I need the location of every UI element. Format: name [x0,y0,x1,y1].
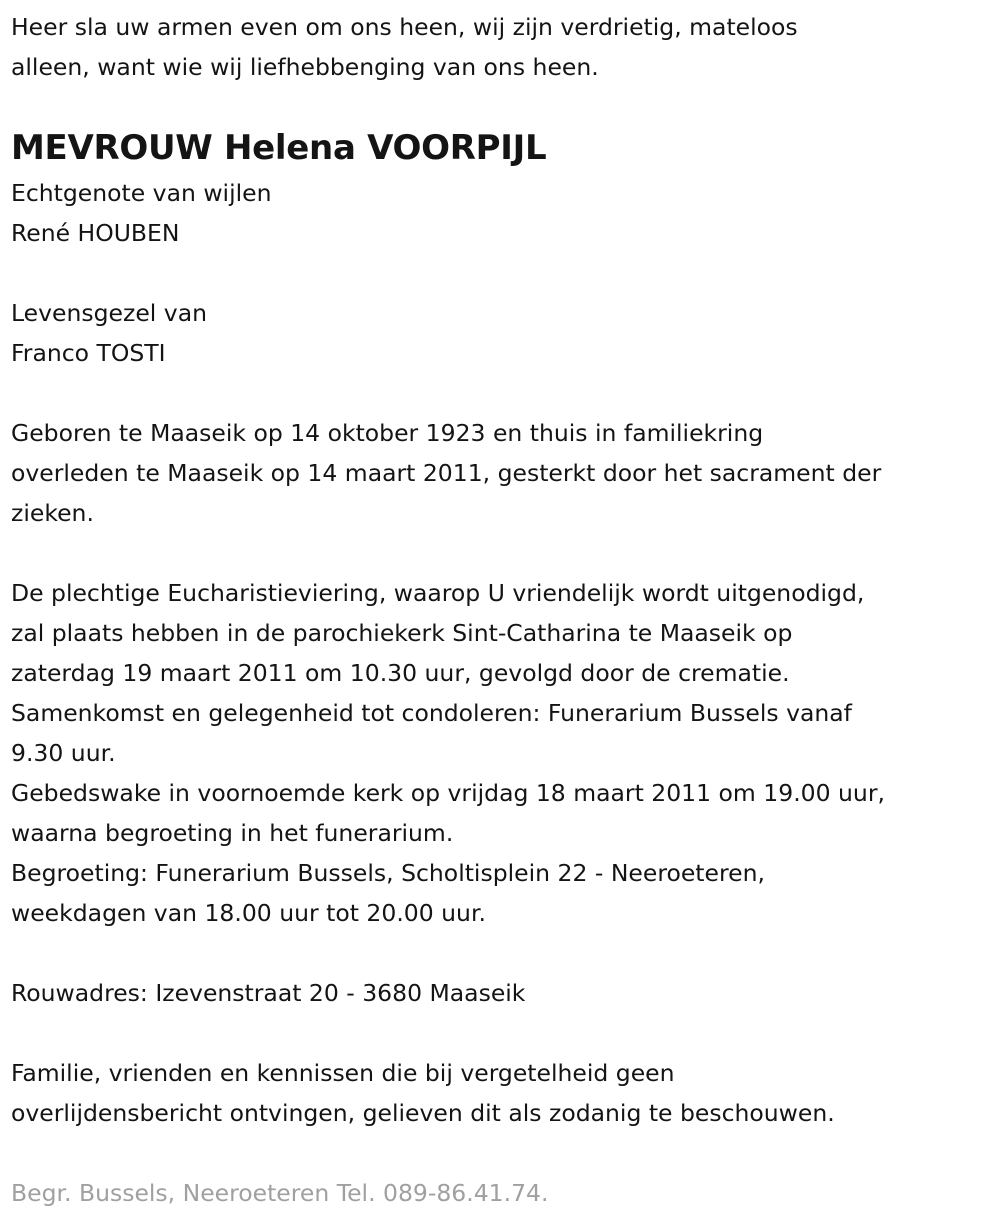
deceased-name-heading: MEVROUW Helena VOORPIJL [11,128,547,168]
text-line: Geboren te Maaseik op 14 oktober 1923 en thuis in familiekring [11,419,764,447]
text-line: zal plaats hebben in de parochiekerk Sint-Catharina te Maaseik op [11,619,793,647]
ceremony-info [11,573,1000,933]
text-line: Familie, vrienden en kennissen die bij vergetelheid geen [11,1059,675,1087]
text-line: alleen, want wie wij liefhebbenging van ons heen. [11,53,599,81]
text-line: René HOUBEN [11,219,180,247]
text-line: Begroeting: Funerarium Bussels, Scholtisplein 22 - Neeroeteren, [11,859,765,887]
mourning-address [11,973,1000,1013]
text-line: Levensgezel van [11,299,208,327]
text-line: Echtgenote van wijlen [11,179,272,207]
text-line: Gebedswake in voornoemde kerk op vrijdag 18 maart 2011 om 19.00 uur, [11,779,885,807]
family-notice [11,1053,1000,1133]
text-line: Heer sla uw armen even om ons heen, wij zijn verdrietig, mateloos [11,13,798,41]
text-line: De plechtige Eucharistieviering, waarop U vriendelijk wordt uitgenodigd, [11,579,865,607]
text-line: overleden te Maaseik op 14 maart 2011, gesterkt door het sacrament der [11,459,882,487]
birth-death-info [11,413,1000,533]
text-line: Franco TOSTI [11,339,166,367]
text-line: zaterdag 19 maart 2011 om 10.30 uur, gevolgd door de crematie. [11,659,790,687]
text-line: 9.30 uur. [11,739,116,767]
text-line: Begr. Bussels, Neeroeteren Tel. 089-86.41.74. [11,1179,549,1207]
text-line: overlijdensbericht ontvingen, gelieven dit als zodanig te beschouwen. [11,1099,835,1127]
text-line: weekdagen van 18.00 uur tot 20.00 uur. [11,899,486,927]
text-line: Samenkomst en gelegenheid tot condoleren: Funerarium Bussels vanaf [11,699,852,727]
intro-verse [11,7,1000,87]
text-line: Rouwadres: Izevenstraat 20 - 3680 Maaseik [11,979,526,1007]
text-line: zieken. [11,499,94,527]
text-line: waarna begroeting in het funerarium. [11,819,454,847]
spouse-info [11,173,1000,253]
partner-info [11,293,1000,373]
funeral-home-footer [11,1173,1000,1213]
